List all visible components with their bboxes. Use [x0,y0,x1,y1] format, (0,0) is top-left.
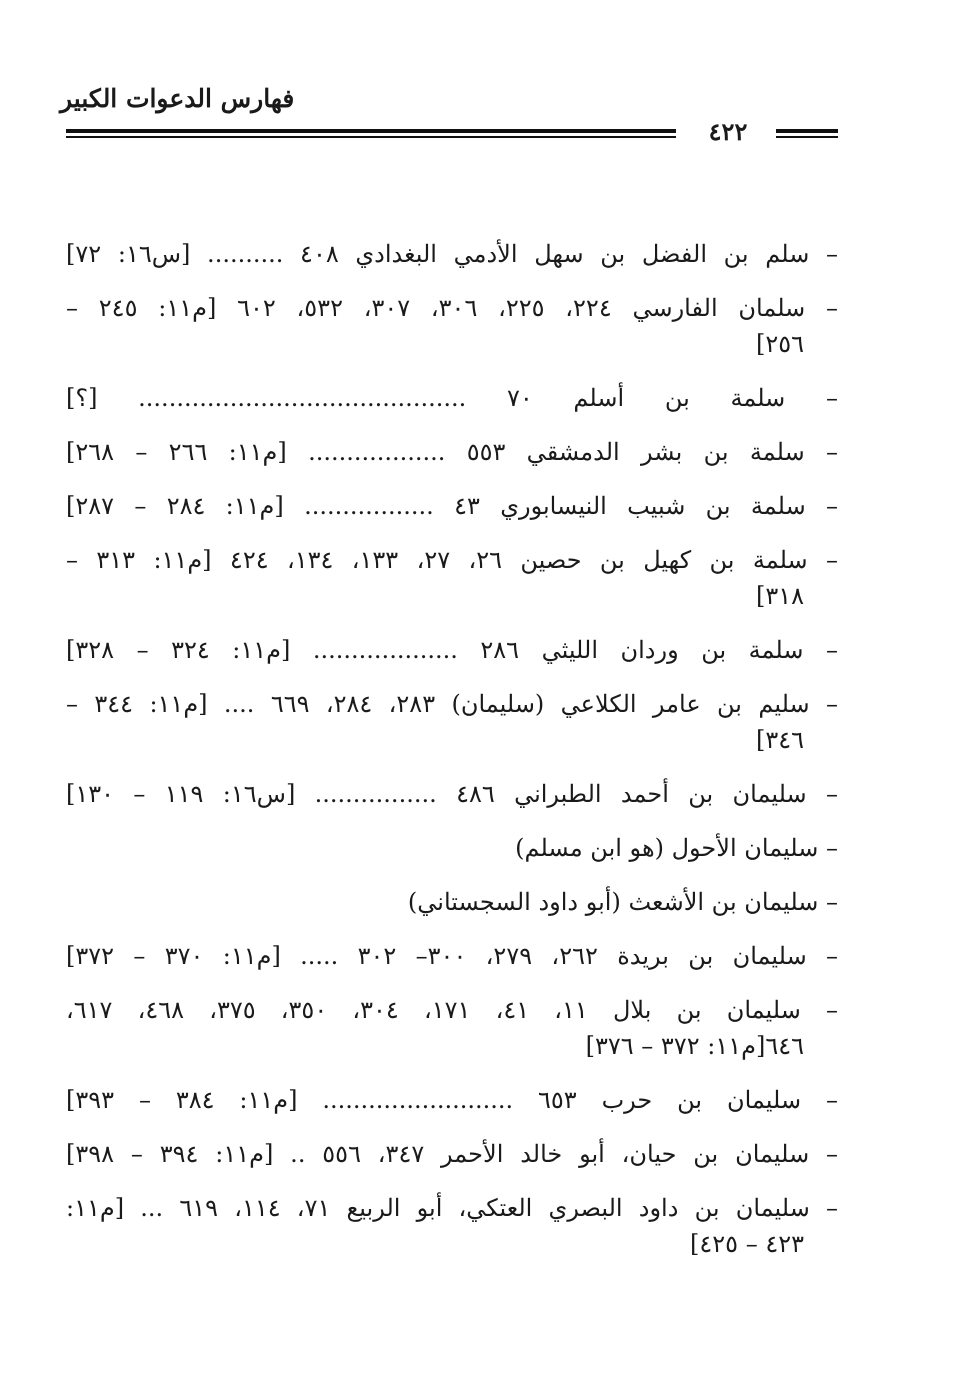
page-number: ٤٢٢ [708,117,748,146]
index-entry [66,830,838,866]
index-entry [66,1082,838,1118]
rule-thin-line [66,136,676,138]
entry-line: – سلمة بن وردان الليثي ٢٨٦ ................... [م١١: ٣٢٤ – ٣٢٨] [66,636,838,664]
rule-thick-line [66,129,676,133]
entry-line: – سليمان بن أحمد الطبراني ٤٨٦ ................ [س١٦: ١١٩ – ١٣٠] [66,780,838,808]
index-entry [66,992,838,1064]
index-entry [66,380,838,416]
entry-line: – سلمة بن كهيل بن حصين ٢٦، ٢٧، ١٣٣، ١٣٤، ٤٢٤ [م١١: ٣١٣ – [66,546,838,574]
entry-line: – سليمان بن حيان، أبو خالد الأحمر ٣٤٧، ٥٥٦ .. [م١١: ٣٩٤ – ٣٩٨] [66,1140,838,1168]
entry-continuation-line: ٣١٨] [755,582,804,610]
header-rule-left [66,129,676,139]
index-entries [66,236,838,1280]
rule-thick-line [776,129,838,133]
entry-line: – سليمان بن حرب ٦٥٣ ......................... [م١١: ٣٨٤ – ٣٩٣] [66,1086,838,1114]
entry-line: – سلمة بن أسلم ٧٠ ........................................... [؟] [66,384,838,412]
entry-continuation-line: ٦٤٦[م١١: ٣٧٢ – ٣٧٦] [585,1032,804,1060]
entry-line: – سليمان بن بلال ١١، ٤١، ١٧١، ٣٠٤، ٣٥٠، ٣٧٥، ٤٦٨، ٦١٧، [66,996,838,1024]
entry-line: – سلمان الفارسي ٢٢٤، ٢٢٥، ٣٠٦، ٣٠٧، ٥٣٢، ٦٠٢ [م١١: ٢٤٥ – [66,294,838,322]
index-entry [66,884,838,920]
index-entry [66,542,838,614]
running-title: فهارس الدعوات الكبير [60,84,295,113]
entry-line: – سليمان الأحول (هو ابن مسلم) [515,834,838,862]
entry-continuation-line: ٢٥٦] [755,330,804,358]
index-entry [66,1190,838,1262]
entry-continuation-line: ٣٤٦] [755,726,804,754]
index-entry [66,236,838,272]
index-entry [66,632,838,668]
index-entry [66,938,838,974]
index-entry [66,686,838,758]
entry-line: – سلم بن الفضل بن سهل الأدمي البغدادي ٤٠٨ .......... [س١٦: ٧٢] [66,240,838,268]
index-entry [66,1136,838,1172]
entry-line: – سليمان بن داود البصري العتكي، أبو الربيع ٧١، ١١٤، ٦١٩ ... [م١١: [66,1194,838,1222]
index-entry [66,290,838,362]
header-rule-right [776,129,838,139]
rule-thin-line [776,136,838,138]
entry-line: – سليم بن عامر الكلاعي (سليمان) ٢٨٣، ٢٨٤، ٦٦٩ .... [م١١: ٣٤٤ – [66,690,838,718]
index-entry [66,488,838,524]
entry-continuation-line: ٤٢٣ – ٤٢٥] [690,1230,804,1258]
entry-line: – سلمة بن بشر الدمشقي ٥٥٣ .................. [م١١: ٢٦٦ – ٢٦٨] [66,438,838,466]
entry-line: – سليمان بن الأشعث (أبو داود السجستاني) [407,888,838,916]
entry-line: – سلمة بن شبيب النيسابوري ٤٣ ................. [م١١: ٢٨٤ – ٢٨٧] [66,492,838,520]
index-entry [66,434,838,470]
index-entry [66,776,838,812]
entry-line: – سليمان بن بريدة ٢٦٢، ٢٧٩، ٣٠٠– ٣٠٢ ..... [م١١: ٣٧٠ – ٣٧٢] [66,942,838,970]
